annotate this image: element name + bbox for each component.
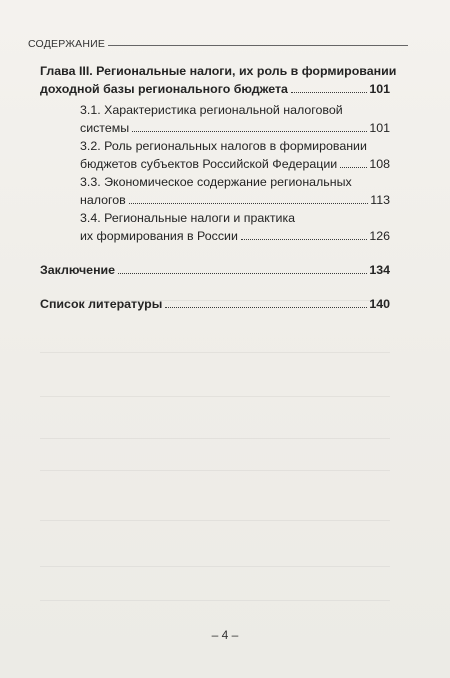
table-of-contents [40,62,397,313]
toc-page-number: 134 [369,263,390,277]
toc-entry-section-3-2 [40,137,390,173]
dot-leader [129,203,369,204]
toc-entry-title-line: налогов [80,193,126,207]
toc-entry-references [40,295,390,313]
dot-leader [165,307,367,308]
dot-leader [340,167,367,168]
toc-page-number: 101 [369,82,390,96]
toc-entry-title-line: Глава III. Региональные налоги, их роль в формировании [40,64,397,78]
toc-page-number: 113 [370,193,390,207]
dot-leader [291,92,367,93]
toc-page-number: 126 [369,229,390,243]
header-rule [108,45,408,46]
toc-page-number: 108 [369,157,390,171]
toc-entry-title-line: системы [80,121,130,135]
dot-leader [118,273,367,274]
toc-entry-chapter-3 [40,62,397,98]
toc-entry-title-line: их формирования в России [80,229,238,243]
toc-entry-title-line: 3.4. Региональные налоги и практика [80,211,296,225]
toc-entry-title: Список литературы [40,297,163,311]
toc-entry-title: Заключение [40,263,116,277]
toc-page-number: 101 [369,121,390,135]
dot-leader [132,131,367,132]
toc-entry-section-3-1 [40,101,390,137]
toc-entry-title-line: 3.2. Роль региональных налогов в формировании [80,139,367,153]
toc-entry-title-line: доходной базы регионального бюджета [40,82,288,96]
toc-entry-conclusion [40,261,390,279]
toc-entry-section-3-4 [40,209,390,245]
dot-leader [241,239,367,240]
toc-page-number: 140 [369,297,390,311]
page-number: – 4 – [211,628,239,642]
toc-entry-section-3-3 [40,173,390,209]
toc-entry-title-line: 3.1. Характеристика региональной налоговой [80,103,343,117]
toc-entry-title-line: 3.3. Экономическое содержание региональных [80,175,352,189]
running-header: СОДЕРЖАНИЕ [28,38,106,50]
toc-entry-title-line: бюджетов субъектов Российской Федерации [80,157,338,171]
